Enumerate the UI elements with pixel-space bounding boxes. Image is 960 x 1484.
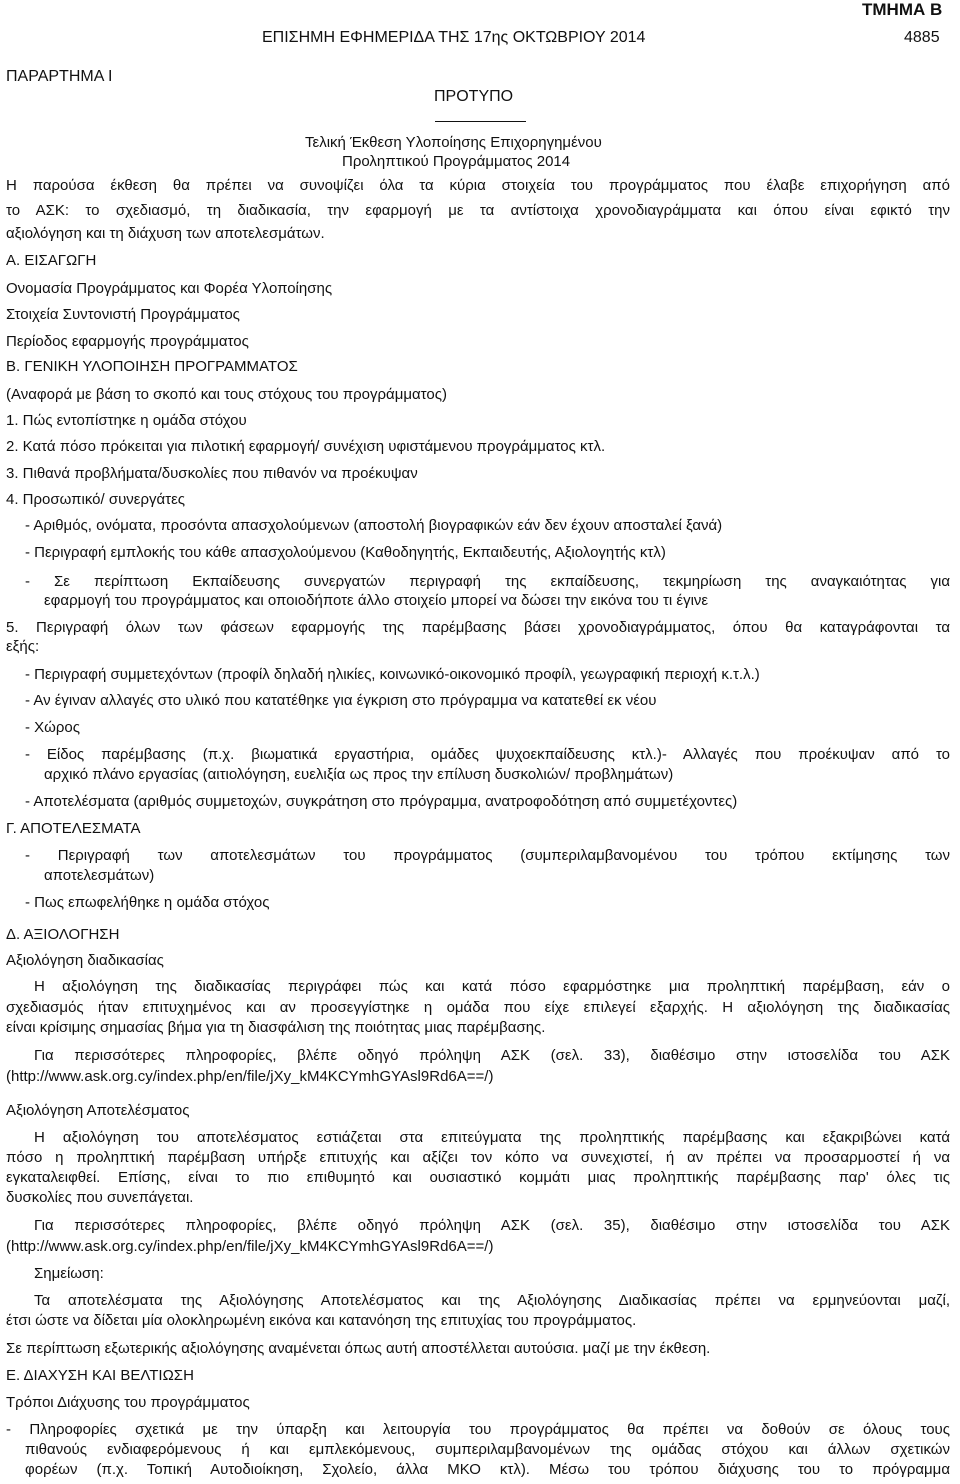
process-more-info-url: (http://www.ask.org.cy/index.php/en/file/jXy_kM4KCYmhGYAsl9Rd6A==/): [6, 1068, 494, 1085]
process-more-info: Για περισσότερες πληροφορίες, βλέπε οδηγό πρόληψη ΑΣΚ (σελ. 33), διαθέσιμο στην ιστοσελίδα του ΑΣΚ: [34, 1047, 950, 1064]
section-label: ΤΜΗΜΑ Β: [862, 0, 943, 19]
phase-item: - Περιγραφή συμμετεχόντων (προφίλ δηλαδή ηλικίες, κοινωνικό-οικονομικό προφίλ, γεωγραφική περιοχή κ.τ.λ.): [25, 666, 760, 683]
question-3: 3. Πιθανά προβλήματα/δυσκολίες που πιθανόν να προέκυψαν: [6, 465, 418, 482]
question-2: 2. Κατά πόσο πρόκειται για πιλοτική εφαρμογή/ συνέχιση υφιστάμενου προγράμματος κτλ.: [6, 438, 606, 455]
page-number: 4885: [904, 29, 940, 46]
section-a-item: Ονομασία Προγράμματος και Φορέα Υλοποίησης: [6, 280, 333, 297]
outcome-evaluation-title: Αξιολόγηση Αποτελέσματος: [6, 1102, 190, 1119]
report-title-line-1: Τελική Έκθεση Υλοποίησης Επιχορηγημένου: [305, 134, 602, 151]
section-c-heading: Γ. ΑΠΟΤΕΛΕΣΜΑΤΑ: [6, 820, 141, 837]
section-b-note: (Αναφορά με βάση το σκοπό και τους στόχους του προγράμματος): [6, 386, 447, 403]
outcome-more-info-url: (http://www.ask.org.cy/index.php/en/file/jXy_kM4KCYmhGYAsl9Rd6A==/): [6, 1238, 494, 1255]
note-title: Σημείωση:: [34, 1265, 104, 1282]
staff-item: - Σε περίπτωση Εκπαίδευσης συνεργατών περιγραφή της εκπαίδευσης, τεκμηρίωση της αναγκαιότητας για: [25, 573, 950, 590]
dissemination-item-continued: φορέων (π.χ. Τοπική Αυτοδιοίκηση, Σχολείο, άλλα ΜΚΟ κτλ). Μέσω του τρόπου διάχυσης του το πρόγραμμα: [25, 1461, 950, 1478]
phase-item: - Αποτελέσματα (αριθμός συμμετοχών, συγκράτηση στο πρόγραμμα, ανατροφοδότηση από συμμετέχοντες): [25, 793, 738, 810]
outcome-evaluation-text: Η αξιολόγηση του αποτελέσματος εστιάζεται στα επιτεύγματα της προληπτικής παρέμβασης και εξακριβώνει κατά: [34, 1129, 950, 1146]
results-item-continued: αποτελεσμάτων): [44, 867, 155, 884]
section-a-item: Περίοδος εφαρμογής προγράμματος: [6, 333, 249, 350]
process-evaluation-title: Αξιολόγηση διαδικασίας: [6, 952, 164, 969]
section-a-item: Στοιχεία Συντονιστή Προγράμματος: [6, 306, 240, 323]
process-evaluation-text: Η αξιολόγηση της διαδικασίας περιγράφει πώς και κατά πόσο εφαρμόστηκε μια προληπτική παρέμβαση, εάν ο: [34, 978, 950, 995]
phase-item: - Είδος παρέμβασης (π.χ. βιωματικά εργαστήρια, ομάδες ψυχοεκπαίδευσης κτλ.)- Αλλαγές που προέκυψαν από το: [25, 746, 950, 763]
results-item: - Περιγραφή των αποτελεσμάτων του προγράμματος (συμπεριλαμβανομένου του τρόπου εκτίμησης των: [25, 847, 950, 864]
phase-item: - Χώρος: [25, 719, 80, 736]
intro-line-2: το ΑΣΚ: το σχεδιασμό, τη διαδικασία, την εφαρμογή με τα αντίστοιχα χρονοδιαγράμματα και όπου είναι εφικτό την: [6, 202, 950, 219]
process-evaluation-text: είναι κρίσιμης σημασίας βήμα για τη διασφάλιση της ποιότητας μιας παρέμβασης.: [6, 1019, 546, 1036]
journal-title: ΕΠΙΣΗΜΗ ΕΦΗΜΕΡΙΔΑ ΤΗΣ 17ης ΟΚΤΩΒΡΙΟΥ 2014: [262, 29, 646, 46]
section-e-heading: Ε. ΔΙΑΧΥΣΗ ΚΑΙ ΒΕΛΤΙΩΣΗ: [6, 1367, 194, 1384]
note-text: έτσι ώστε να δίδεται μία ολοκληρωμένη εικόνα και κατανόηση της επιτυχίας του προγράμματος.: [6, 1312, 637, 1329]
question-5-line-1: 5. Περιγραφή όλων των φάσεων εφαρμογής της παρέμβασης βάσει χρονοδιαγράμματος, όπου θα καταγράφονται τα: [6, 619, 950, 636]
external-evaluation-text: Σε περίπτωση εξωτερικής αξιολόγησης αναμένεται όπως αυτή αποστέλλεται αυτούσια. μαζί με την έκθεση.: [6, 1340, 711, 1357]
question-4: 4. Προσωπικό/ συνεργάτες: [6, 491, 186, 508]
staff-item: - Περιγραφή εμπλοκής του κάθε απασχολούμενου (Καθοδηγητής, Εκπαιδευτής, Αξιολογητής κτλ): [25, 544, 666, 561]
section-d-heading: Δ. ΑΞΙΟΛΟΓΗΣΗ: [6, 926, 120, 943]
section-a-heading: Α. ΕΙΣΑΓΩΓΗ: [6, 252, 97, 269]
dissemination-item: - Πληροφορίες σχετικά με την ύπαρξη και λειτουργία του προγράμματος θα πρέπει να δοθούν σε όλους τους: [6, 1421, 950, 1438]
phase-item-continued: αρχικό πλάνο εργασίας (αιτιολόγηση, ευελιξία ως προς την επίλυση δυσκολιών/ προβλημάτων): [44, 766, 674, 783]
results-item: - Πως επωφελήθηκε η ομάδα στόχος: [25, 894, 270, 911]
outcome-evaluation-text: δυσκολίες που συνεπάγεται.: [6, 1189, 194, 1206]
process-evaluation-text: σχεδιασμός ήταν επιτυχημένος και αν προσεγγίστηκε η ομάδα που είχε επιλεγεί εξαρχής. Η αξιολόγηση της διαδικασίας: [6, 999, 950, 1016]
question-5-line-2: εξής:: [6, 638, 40, 655]
annex-label: ΠΑΡΑΡΤΗΜΑ Ι: [6, 68, 113, 85]
phase-item: - Αν έγιναν αλλαγές στο υλικό που κατατέθηκε για έγκριση στο πρόγραμμα να κατατεθεί εκ νέου: [25, 692, 657, 709]
dissemination-item-continued: πιθανούς ενδιαφερόμενους ή και εμπλεκόμενους, συμπεριλαμβανομένων της ομάδας στόχου και άλλων σχετικών: [25, 1441, 950, 1458]
outcome-more-info: Για περισσότερες πληροφορίες, βλέπε οδηγό πρόληψη ΑΣΚ (σελ. 35), διαθέσιμο στην ιστοσελίδα του ΑΣΚ: [34, 1217, 950, 1234]
intro-line-3: αξιολόγηση και τη διάχυση των αποτελεσμάτων.: [6, 225, 325, 242]
model-label: ΠΡΟΤΥΠΟ: [434, 88, 514, 105]
outcome-evaluation-text: εγκαταλειφθεί. Επίσης, είναι το πιο επιθυμητό και ουσιαστικό κομμάτι μιας προληπτικής παρέμβασης παρ' όλες τις: [6, 1169, 950, 1186]
intro-line-1: Η παρούσα έκθεση θα πρέπει να συνοψίζει όλα τα κύρια στοιχεία του προγράμματος που έλαβε επιχορήγηση από: [6, 177, 950, 194]
staff-item: - Αριθμός, ονόματα, προσόντα απασχολούμενων (αποστολή βιογραφικών εάν δεν έχουν αποσταλεί ξανά): [25, 517, 723, 534]
question-1: 1. Πώς εντοπίστηκε η ομάδα στόχου: [6, 412, 247, 429]
dissemination-methods-title: Τρόποι Διάχυσης του προγράμματος: [6, 1394, 250, 1411]
section-b-heading: Β. ΓΕΝΙΚΗ ΥΛΟΠΟΙΗΣΗ ΠΡΟΓΡΑΜΜΑΤΟΣ: [6, 358, 298, 375]
title-rule: [435, 121, 526, 122]
outcome-evaluation-text: πόσο η προληπτική παρέμβαση υπήρξε επιτυχής και αξίζει τον κόπο να συνεχιστεί, ή αν πρέπει να προσαρμοστεί ή να: [6, 1149, 950, 1166]
note-text: Τα αποτελέσματα της Αξιολόγησης Αποτελέσματος και της Αξιολόγησης Διαδικασίας πρέπει να ερμηνεύονται μαζί,: [34, 1292, 950, 1309]
staff-item-continued: εφαρμογή του προγράμματος και οποιοδήποτε άλλο στοιχείο μπορεί να δώσει την εικόνα του τι έγινε: [44, 592, 709, 609]
report-title-line-2: Προληπτικού Προγράμματος 2014: [342, 153, 571, 170]
